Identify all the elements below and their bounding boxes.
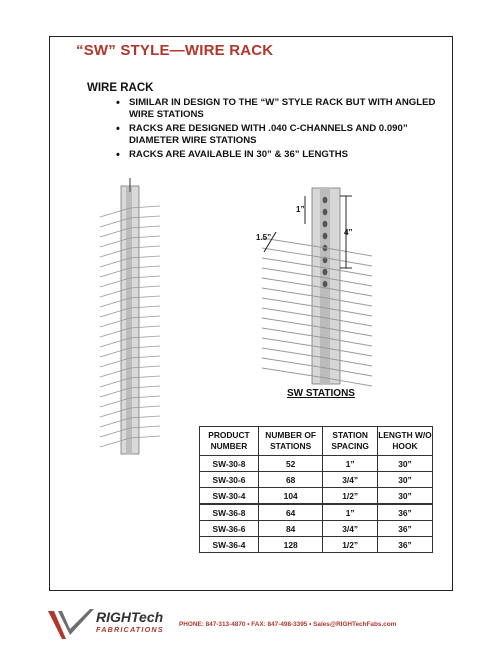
mount-hole [323, 281, 328, 287]
cell-spacing: 1/2” [323, 488, 378, 505]
header-stations: NUMBER OF STATIONS [258, 427, 322, 456]
cell-length: 30” [377, 456, 432, 472]
header-product: PRODUCT NUMBER [200, 427, 259, 456]
cell-stations: 52 [258, 456, 322, 472]
cell-stations: 128 [258, 537, 322, 553]
feature-item: • SIMILAR IN DESIGN TO THE “W” STYLE RACK BUT WITH ANGLED WIRE STATIONS [116, 97, 446, 122]
stations-caption: SW STATIONS [287, 388, 355, 399]
header-length: LENGTH W/O HOOK [377, 427, 432, 456]
rack-detail-drawing [262, 188, 372, 386]
mount-hole [323, 221, 328, 227]
cell-spacing: 1” [323, 504, 378, 521]
mount-hole [323, 233, 328, 239]
header-spacing: STATION SPACING [323, 427, 378, 456]
rightech-logo-icon [44, 605, 100, 643]
cell-stations: 68 [258, 472, 322, 488]
cell-product: SW-36-6 [200, 521, 259, 537]
cell-length: 36” [377, 504, 432, 521]
mount-hole [323, 269, 328, 275]
table-row [200, 456, 433, 472]
table-row [200, 521, 433, 537]
cell-stations: 104 [258, 488, 322, 505]
mount-hole [323, 197, 328, 203]
table-row [200, 504, 433, 521]
c-channel-face [126, 186, 132, 454]
cell-length: 30” [377, 472, 432, 488]
cell-spacing: 3/4” [323, 521, 378, 537]
brand-subtitle: FABRICATIONS [96, 625, 164, 634]
cell-spacing: 1” [323, 456, 378, 472]
cell-length: 36” [377, 521, 432, 537]
spacing-dimension-label: 1” [296, 205, 305, 214]
table-header-row [200, 427, 433, 456]
page-title: “SW” STYLE—WIRE RACK [76, 42, 274, 59]
table-row [200, 472, 433, 488]
brand-name: RIGHTech [96, 609, 164, 625]
table-row [200, 537, 433, 553]
cell-product: SW-30-4 [200, 488, 259, 505]
cell-product: SW-30-6 [200, 472, 259, 488]
table-row [200, 488, 433, 505]
cell-length: 36” [377, 537, 432, 553]
cell-product: SW-30-8 [200, 456, 259, 472]
cell-stations: 64 [258, 504, 322, 521]
spec-table [199, 426, 433, 553]
cell-spacing: 1/2” [323, 537, 378, 553]
mount-hole [323, 209, 328, 215]
cell-product: SW-36-4 [200, 537, 259, 553]
cell-stations: 84 [258, 521, 322, 537]
height-dimension-label: 4” [344, 228, 353, 237]
cell-product: SW-36-8 [200, 504, 259, 521]
contact-info[interactable]: PHONE: 847-313-4870 • FAX: 847-498-3395 • Sales@RIGHTechFabs.com [179, 621, 397, 628]
full-rack-drawing [100, 178, 160, 454]
cell-spacing: 3/4” [323, 472, 378, 488]
cell-length: 30” [377, 488, 432, 505]
offset-dimension-label: 1.5” [256, 233, 272, 242]
feature-item: • RACKS ARE AVAILABLE IN 30” & 36” LENGTHS [116, 149, 446, 161]
feature-item: • RACKS ARE DESIGNED WITH .040 C-CHANNELS AND 0.090” DIAMETER WIRE STATIONS [116, 123, 446, 148]
section-heading: WIRE RACK [87, 82, 154, 94]
